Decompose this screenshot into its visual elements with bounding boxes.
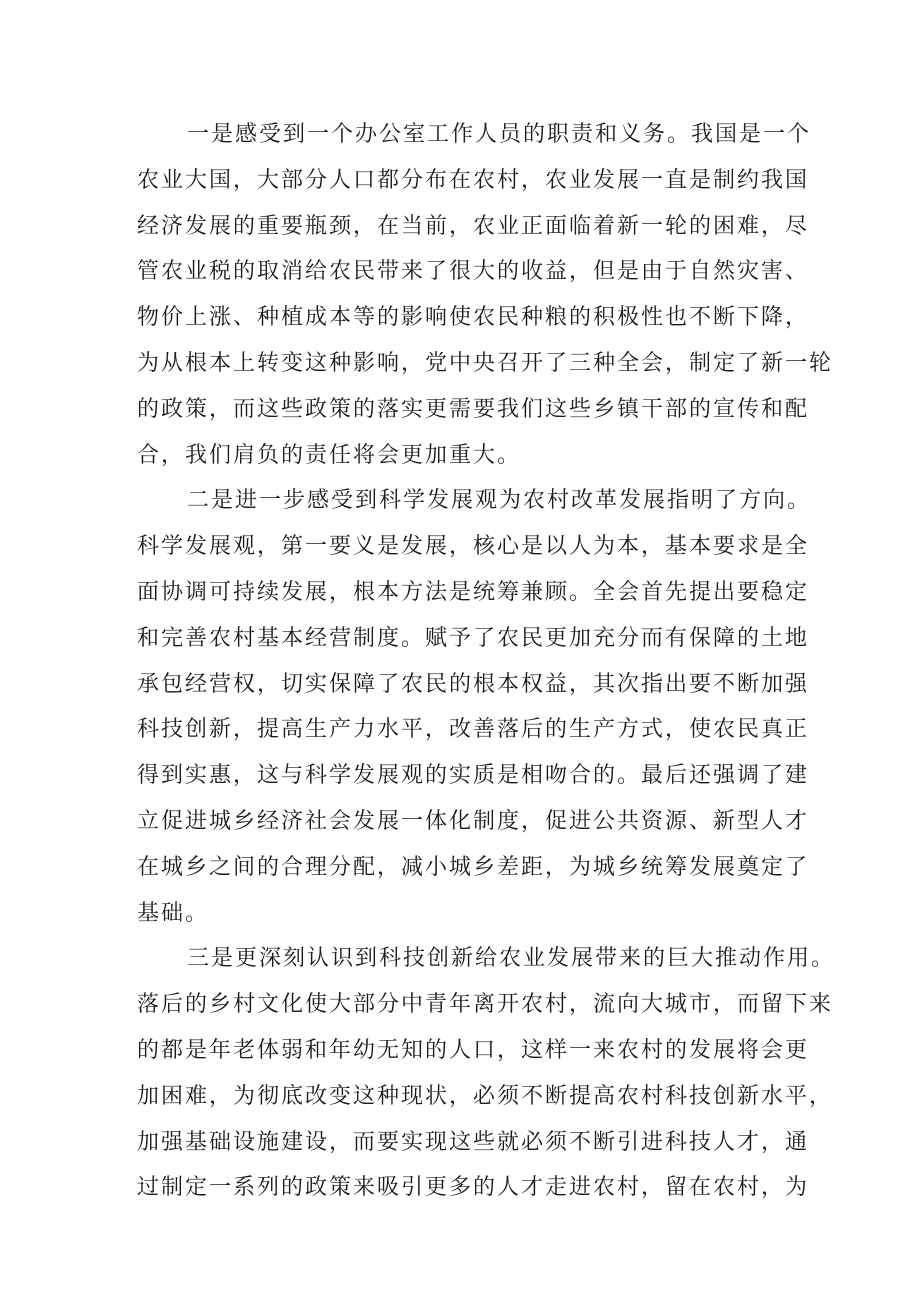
paragraph-line: 立促进城乡经济社会发展一体化制度，促进公共资源、新型人才	[137, 808, 810, 834]
paragraph-line: 农业大国，大部分人口都分布在农村，农业发展一直是制约我国	[137, 167, 810, 193]
paragraph-line: 为从根本上转变这种影响，党中央召开了三种全会，制定了新一轮	[137, 350, 834, 376]
paragraph-line: 基础。	[137, 900, 210, 926]
paragraph-line: 过制定一系列的政策来吸引更多的人才走进农村，留在农村，为	[137, 1175, 810, 1201]
paragraph-line: 和完善农村基本经营制度。赋予了农民更加充分而有保障的土地	[137, 625, 810, 651]
paragraph-line: 落后的乡村文化使大部分中青年离开农村，流向大城市，而留下来	[137, 992, 834, 1018]
paragraph-line: 科技创新，提高生产力水平，改善落后的生产方式，使农民真正	[137, 717, 810, 743]
paragraph-line: 物价上涨、种植成本等的影响使农民种粮的积极性也不断下降，	[137, 305, 810, 331]
paragraph-line: 的都是年老体弱和年幼无知的人口，这样一来农村的发展将会更	[137, 1037, 810, 1063]
paragraph-line: 科学发展观，第一要义是发展，核心是以人为本，基本要求是全	[137, 534, 810, 560]
paragraph-line: 面协调可持续发展，根本方法是统筹兼顾。全会首先提出要稳定	[137, 579, 810, 605]
paragraph-line: 二是进一步感受到科学发展观为农村改革发展指明了方向。	[187, 488, 812, 514]
paragraph-line: 的政策，而这些政策的落实更需要我们这些乡镇干部的宣传和配	[137, 396, 810, 422]
paragraph-line: 加困难，为彻底改变这种现状，必须不断提高农村科技创新水平，	[137, 1083, 834, 1109]
paragraph-line: 在城乡之间的合理分配，减小城乡差距，为城乡统筹发展奠定了	[137, 854, 810, 880]
paragraph-line: 合，我们肩负的责任将会更加重大。	[137, 442, 522, 468]
paragraph-line: 管农业税的取消给农民带来了很大的收益，但是由于自然灾害、	[137, 259, 810, 285]
paragraph-line: 一是感受到一个办公室工作人员的职责和义务。我国是一个	[187, 122, 812, 147]
paragraph-line: 经济发展的重要瓶颈，在当前，农业正面临着新一轮的困难，尽	[137, 213, 810, 239]
paragraph-2	[137, 478, 812, 936]
paragraph-line: 得到实惠，这与科学发展观的实质是相吻合的。最后还强调了建	[137, 763, 810, 789]
paragraph-3	[137, 936, 836, 1211]
document-body	[137, 112, 836, 1211]
paragraph-line: 承包经营权，切实保障了农民的根本权益，其次指出要不断加强	[137, 671, 810, 697]
paragraph-line: 加强基础设施建设，而要实现这些就必须不断引进科技人才，通	[137, 1129, 810, 1155]
paragraph-line: 三是更深刻认识到科技创新给农业发展带来的巨大推动作用。	[187, 946, 836, 972]
paragraph-1	[137, 112, 834, 478]
